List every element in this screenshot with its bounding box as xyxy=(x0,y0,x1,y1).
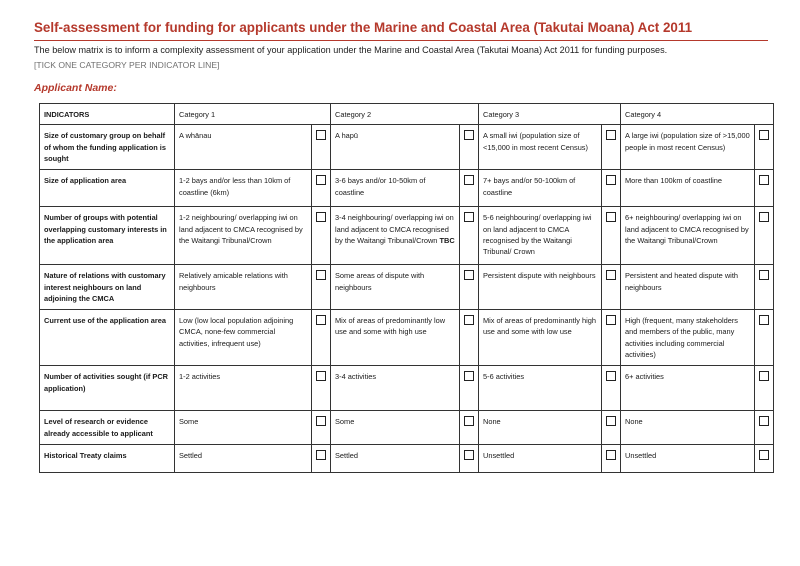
category-3-checkbox-cell[interactable] xyxy=(602,366,621,411)
category-2-checkbox-cell[interactable] xyxy=(460,445,479,473)
checkbox[interactable] xyxy=(316,450,326,460)
category-1-cell: Low (low local population adjoining CMCA, none-few commercial activities, infrequent use) xyxy=(175,310,312,366)
category-1-checkbox-cell[interactable] xyxy=(312,310,331,366)
checkbox[interactable] xyxy=(606,371,616,381)
category-4-cell: None xyxy=(621,411,755,445)
category-2-cell: Settled xyxy=(331,445,460,473)
category-2-text: 3-4 neighbouring/ overlapping iwi on land adjacent to CMCA recognised by the Waitangi Tribunal/Crown xyxy=(335,213,454,245)
checkbox[interactable] xyxy=(759,371,769,381)
category-4-checkbox-cell[interactable] xyxy=(755,310,774,366)
checkbox[interactable] xyxy=(316,416,326,426)
category-4-cell: 6+ neighbouring/ overlapping iwi on land adjacent to CMCA recognised by the Waitangi Tribunal/Crown xyxy=(621,207,755,265)
checkbox[interactable] xyxy=(464,175,474,185)
category-2-checkbox-cell[interactable] xyxy=(460,125,479,170)
checkbox[interactable] xyxy=(316,175,326,185)
indicator-cell: Level of research or evidence already accessible to applicant xyxy=(40,411,175,445)
category-1-checkbox-cell[interactable] xyxy=(312,265,331,310)
category-3-checkbox-cell[interactable] xyxy=(602,170,621,207)
checkbox[interactable] xyxy=(464,212,474,222)
category-1-cell: 1-2 neighbouring/ overlapping iwi on land adjacent to CMCA recognised by the Waitangi Tribunal/Crown xyxy=(175,207,312,265)
checkbox[interactable] xyxy=(759,130,769,140)
category-4-checkbox-cell[interactable] xyxy=(755,170,774,207)
category-2-checkbox-cell[interactable] xyxy=(460,366,479,411)
category-1-checkbox-cell[interactable] xyxy=(312,207,331,265)
checkbox[interactable] xyxy=(759,212,769,222)
category-3-cell: Mix of areas of predominantly high use and some with low use xyxy=(479,310,602,366)
category-2-checkbox-cell[interactable] xyxy=(460,411,479,445)
category-1-cell: Some xyxy=(175,411,312,445)
checkbox[interactable] xyxy=(759,416,769,426)
category-4-cell: Persistent and heated dispute with neighbours xyxy=(621,265,755,310)
category-3-checkbox-cell[interactable] xyxy=(602,207,621,265)
checkbox[interactable] xyxy=(759,315,769,325)
checkbox[interactable] xyxy=(606,416,616,426)
checkbox[interactable] xyxy=(316,270,326,280)
indicator-cell: Size of customary group on behalf of whom the funding application is sought xyxy=(40,125,175,170)
category-3-cell: 7+ bays and/or 50-100km of coastline xyxy=(479,170,602,207)
checkbox[interactable] xyxy=(759,450,769,460)
table-row xyxy=(40,310,774,366)
indicator-cell: Size of application area xyxy=(40,170,175,207)
header-row xyxy=(40,104,774,125)
category-1-cell: 1-2 activities xyxy=(175,366,312,411)
checkbox[interactable] xyxy=(316,212,326,222)
category-1-checkbox-cell[interactable] xyxy=(312,125,331,170)
category-2-cell: Mix of areas of predominantly low use and some with high use xyxy=(331,310,460,366)
table-row xyxy=(40,366,774,411)
category-1-checkbox-cell[interactable] xyxy=(312,445,331,473)
indicator-cell: Nature of relations with customary interest neighbours on land adjoining the CMCA xyxy=(40,265,175,310)
checkbox[interactable] xyxy=(316,371,326,381)
category-2-cell: 3-4 activities xyxy=(331,366,460,411)
category-3-cell: A small iwi (population size of <15,000 in most recent Census) xyxy=(479,125,602,170)
category-1-checkbox-cell[interactable] xyxy=(312,170,331,207)
category-1-cell: A whānau xyxy=(175,125,312,170)
header-category-1: Category 1 xyxy=(175,104,331,125)
category-3-checkbox-cell[interactable] xyxy=(602,445,621,473)
checkbox[interactable] xyxy=(464,450,474,460)
assessment-matrix xyxy=(39,103,774,473)
header-category-3: Category 3 xyxy=(479,104,621,125)
checkbox[interactable] xyxy=(464,371,474,381)
category-1-cell: 1-2 bays and/or less than 10km of coastline (6km) xyxy=(175,170,312,207)
category-4-checkbox-cell[interactable] xyxy=(755,366,774,411)
table-row xyxy=(40,411,774,445)
category-3-checkbox-cell[interactable] xyxy=(602,411,621,445)
table-row xyxy=(40,170,774,207)
category-2-cell xyxy=(331,207,460,265)
table-row xyxy=(40,265,774,310)
table-row xyxy=(40,207,774,265)
checkbox[interactable] xyxy=(759,175,769,185)
checkbox[interactable] xyxy=(464,315,474,325)
category-4-cell: A large iwi (population size of >15,000 people in most recent Census) xyxy=(621,125,755,170)
intro-text: The below matrix is to inform a complexity assessment of your application under the Marine and Coastal Area (Takutai Moana) Act 2011 for funding purposes. xyxy=(34,45,668,55)
indicator-cell: Historical Treaty claims xyxy=(40,445,175,473)
header-indicators: INDICATORS xyxy=(40,104,175,125)
category-2-checkbox-cell[interactable] xyxy=(460,265,479,310)
category-2-checkbox-cell[interactable] xyxy=(460,207,479,265)
checkbox[interactable] xyxy=(606,270,616,280)
category-3-cell: Unsettled xyxy=(479,445,602,473)
category-2-cell: 3-6 bays and/or 10-50km of coastline xyxy=(331,170,460,207)
category-1-cell: Settled xyxy=(175,445,312,473)
category-2-checkbox-cell[interactable] xyxy=(460,310,479,366)
title-divider xyxy=(34,40,768,41)
category-3-checkbox-cell[interactable] xyxy=(602,310,621,366)
category-3-cell: 5-6 activities xyxy=(479,366,602,411)
table-row xyxy=(40,445,774,473)
instruction-text: [TICK ONE CATEGORY PER INDICATOR LINE] xyxy=(34,60,220,70)
category-3-cell: None xyxy=(479,411,602,445)
checkbox[interactable] xyxy=(464,416,474,426)
category-4-cell: More than 100km of coastline xyxy=(621,170,755,207)
indicator-cell: Number of groups with potential overlapping customary interests in the application area xyxy=(40,207,175,265)
document-title: Self-assessment for funding for applicants under the Marine and Coastal Area (Takutai Moana) Act 2011 xyxy=(34,20,693,35)
category-2-checkbox-cell[interactable] xyxy=(460,170,479,207)
category-3-checkbox-cell[interactable] xyxy=(602,265,621,310)
category-1-cell: Relatively amicable relations with neighbours xyxy=(175,265,312,310)
checkbox[interactable] xyxy=(606,130,616,140)
checkbox[interactable] xyxy=(316,315,326,325)
category-3-cell: Persistent dispute with neighbours xyxy=(479,265,602,310)
checkbox[interactable] xyxy=(316,130,326,140)
category-2-cell: A hapū xyxy=(331,125,460,170)
checkbox[interactable] xyxy=(606,175,616,185)
category-3-cell: 5-6 neighbouring/ overlapping iwi on land adjacent to CMCA recognised by the Waitangi Tribunal/ Crown xyxy=(479,207,602,265)
checkbox[interactable] xyxy=(464,270,474,280)
category-3-checkbox-cell[interactable] xyxy=(602,125,621,170)
category-4-checkbox-cell[interactable] xyxy=(755,265,774,310)
checkbox[interactable] xyxy=(606,212,616,222)
indicator-cell: Number of activities sought (if PCR application) xyxy=(40,366,175,411)
category-2-cell: Some xyxy=(331,411,460,445)
category-4-checkbox-cell[interactable] xyxy=(755,445,774,473)
checkbox[interactable] xyxy=(464,130,474,140)
category-4-cell: Unsettled xyxy=(621,445,755,473)
category-2-cell: Some areas of dispute with neighbours xyxy=(331,265,460,310)
applicant-name-label: Applicant Name: xyxy=(34,82,117,94)
header-category-2: Category 2 xyxy=(331,104,479,125)
header-category-4: Category 4 xyxy=(621,104,774,125)
checkbox[interactable] xyxy=(606,450,616,460)
checkbox[interactable] xyxy=(759,270,769,280)
category-4-checkbox-cell[interactable] xyxy=(755,125,774,170)
category-4-checkbox-cell[interactable] xyxy=(755,207,774,265)
category-4-cell: 6+ activities xyxy=(621,366,755,411)
indicator-cell: Current use of the application area xyxy=(40,310,175,366)
checkbox[interactable] xyxy=(606,315,616,325)
category-4-checkbox-cell[interactable] xyxy=(755,411,774,445)
category-1-checkbox-cell[interactable] xyxy=(312,366,331,411)
table-row xyxy=(40,125,774,170)
tbc-note: TBC xyxy=(439,235,455,245)
category-4-cell: High (frequent, many stakeholders and members of the public, many activities including commercial activities) xyxy=(621,310,755,366)
category-1-checkbox-cell[interactable] xyxy=(312,411,331,445)
